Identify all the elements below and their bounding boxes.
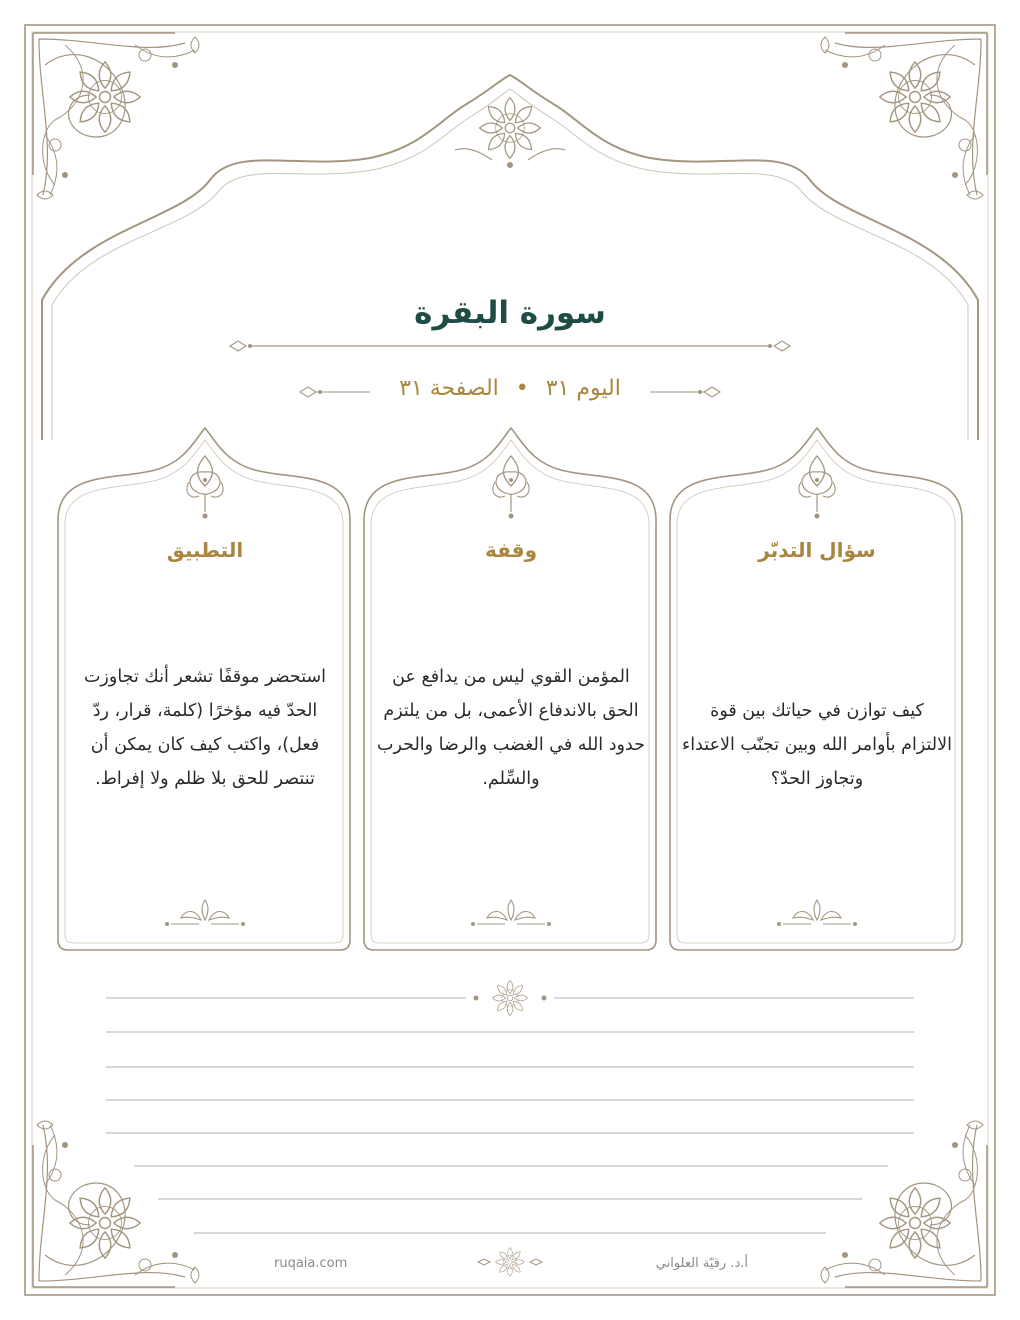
card-body-pause: المؤمن القوي ليس من يدافع عن الحق بالاندفاع الأعمى، بل من يلتزم حدود الله في الغضب والرضا والحرب والسِّلم. [377,667,645,789]
label-separator: • [515,376,529,401]
footer-author: أ.د. رقيّة العلواني [655,1256,748,1271]
card-body-reflection: كيف توازن في حياتك بين قوة الالتزام بأوامر الله وبين تجنّب الاعتداء وتجاوز الحدّ؟ [682,701,952,789]
day-label: اليوم ٣١ [545,376,621,401]
card-title-pause: وقفة [484,538,538,562]
card-title-application: التطبيق [166,538,244,562]
day-page-label [370,372,650,406]
page-number-label: الصفحة ٣١ [399,376,499,401]
card-title-reflection: سؤال التدبّر [758,538,876,562]
card-body-application: استحضر موقفًا تشعر أنك تجاوزت الحدّ فيه مؤخرًا (كلمة، قرار، ردّ فعل)، واكتب كيف كان يمكن أن تنتصر للحق بلا ظلم ولا إفراط. [83,667,327,789]
writing-lines [106,998,914,1233]
footer-website: ruqaia.com [274,1256,348,1271]
page-title: سورة البقرة [414,295,606,331]
